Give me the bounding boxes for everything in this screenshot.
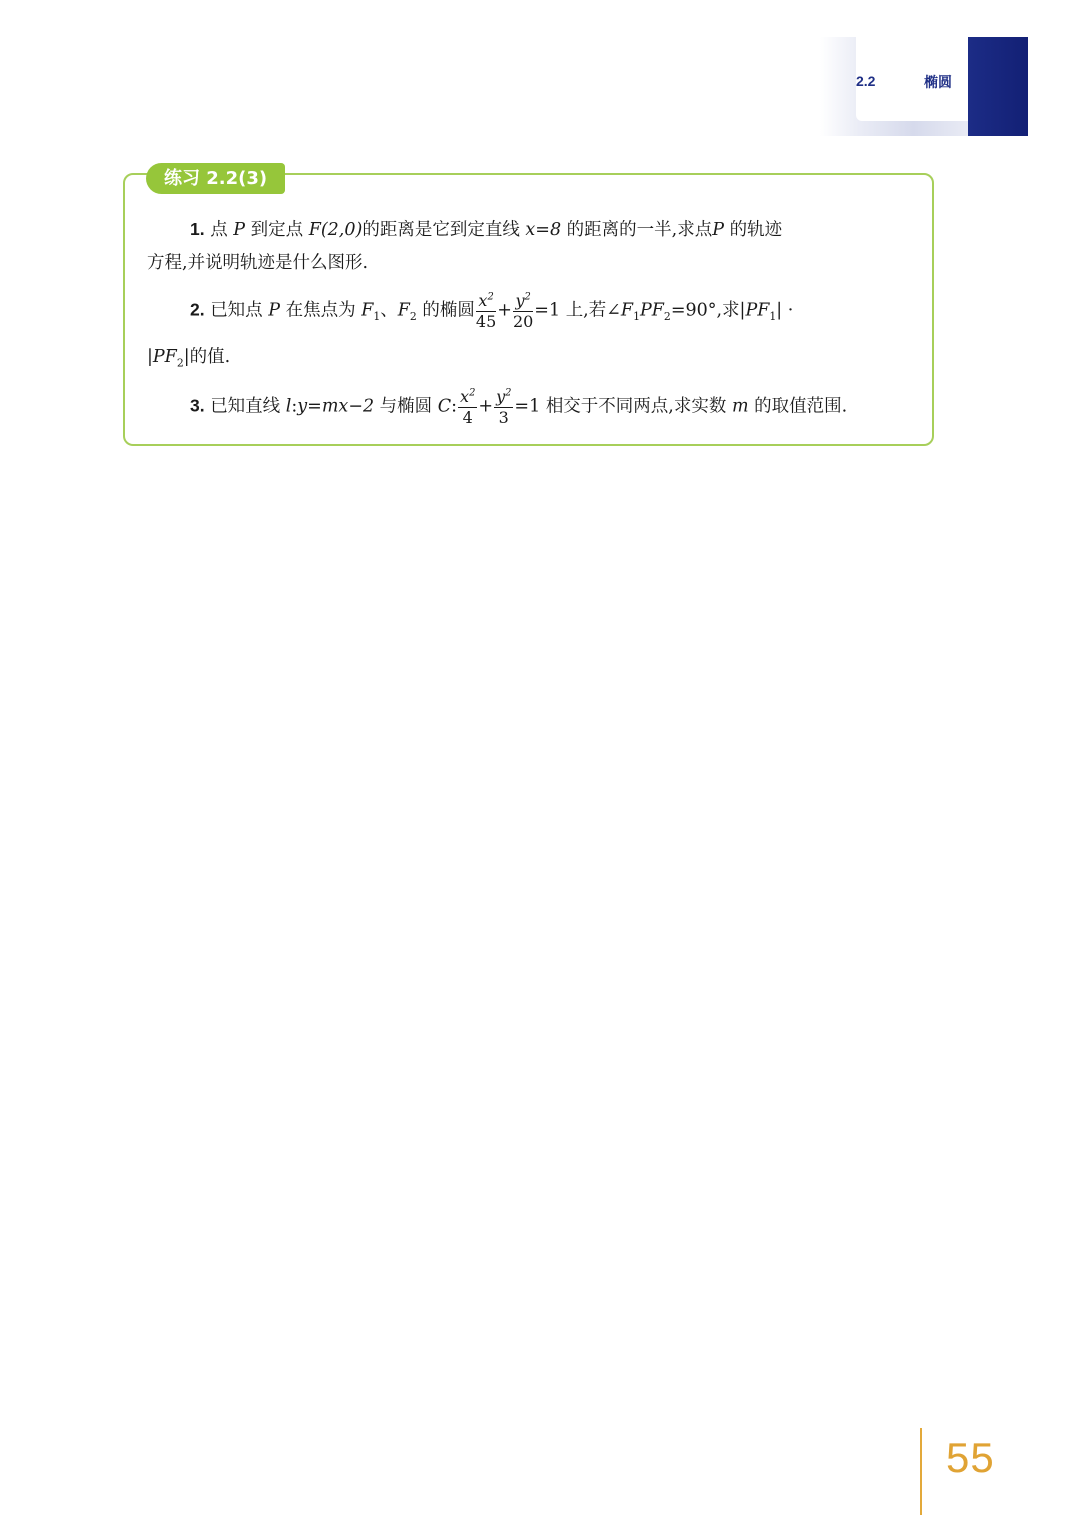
page-number-rule (920, 1428, 922, 1515)
fraction-y2-over-20: $\frac{y^2}{20}$ (512, 291, 534, 331)
header-section-title: 椭圆 (924, 75, 952, 91)
problem-2-number: 2. (190, 299, 205, 320)
problem-1-number: 1. (190, 219, 205, 239)
problem-1-line-2: 方程,并说明轨迹是什么图形. (147, 253, 369, 273)
header-section-number: 2.2 (856, 73, 876, 89)
exercise-tag: 练习 2.2(3) (146, 163, 285, 194)
problem-2-line-1: 2. 已知点 P 在焦点为 $F_1$、$F_2$ 的椭圆 $\frac{x^2}{45}$ + $\frac{y^2}{20}$ =1 上,若$\angle F_1PF_2=90^\circ$,求$|PF_1|$ · (190, 291, 794, 331)
problem-3-line: 3. 已知直线 l:y=mx−2 与椭圆 C: $\frac{x^2}{4}$ + $\frac{y^2}{3}$ =1 相交于不同两点,求实数 m 的取值范围. (190, 387, 848, 427)
fraction-x2-over-4: $\frac{x^2}{4}$ (460, 387, 476, 427)
fraction-x2-over-45: $\frac{x^2}{45}$ (475, 291, 497, 331)
problem-1-line-1: 1. 点 P 到定点 F(2,0)的距离是它到定直线 x=8 的距离的一半,求点P 的轨迹 (190, 219, 783, 240)
problem-3-number: 3. (190, 395, 205, 416)
header-tab-blue-bar (968, 37, 1028, 136)
problem-2-line-2: $|PF_2|$的值. (147, 347, 231, 370)
page-number: 55 (946, 1434, 995, 1481)
fraction-y2-over-3: $\frac{y^2}{3}$ (496, 387, 512, 427)
